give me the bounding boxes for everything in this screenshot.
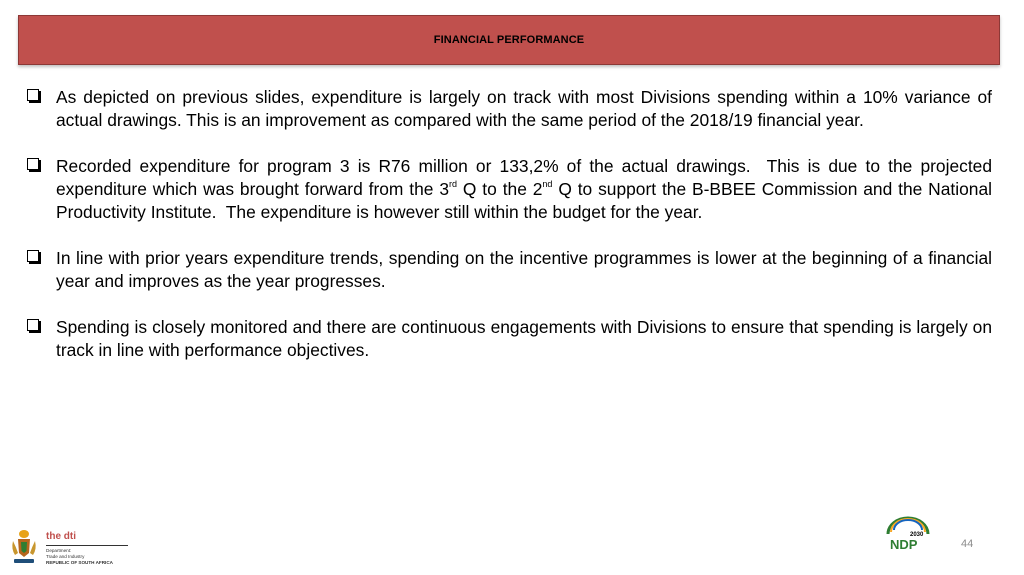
bullet-text-part: Q to the 2 bbox=[457, 179, 543, 199]
dti-logo bbox=[8, 527, 128, 569]
checkbox-bullet-icon bbox=[27, 89, 39, 101]
page-number: 44 bbox=[961, 538, 974, 550]
coat-of-arms-icon bbox=[8, 527, 40, 567]
slide-title: FINANCIAL PERFORMANCE bbox=[433, 34, 585, 46]
bullet-text: In line with prior years expenditure trends, spending on the incentive programmes is lower at the beginning of a financial year and improves as the year progresses. bbox=[56, 248, 992, 291]
dti-divider bbox=[46, 545, 128, 546]
checkbox-bullet-icon bbox=[27, 319, 39, 331]
ndp-year-label: 2030 bbox=[910, 532, 924, 538]
bullet-text bbox=[56, 155, 992, 224]
bullet-text: As depicted on previous slides, expenditure is largely on track with most Divisions spending within a 10% variance of actual drawings. This is an improvement as compared with the same period of the 2018/19 financial year. bbox=[56, 87, 992, 130]
bullet-text-part: Recorded expenditure for program 3 is R76 million or 133,2% of the actual drawings. This is due to the projected expenditure which was brought forward from the 3 bbox=[56, 156, 992, 199]
checkbox-bullet-icon bbox=[27, 250, 39, 262]
bullet-item bbox=[26, 247, 992, 293]
checkbox-bullet-icon bbox=[27, 158, 39, 170]
dti-department-name: Trade and Industry bbox=[46, 554, 85, 559]
bullet-text: Spending is closely monitored and there are continuous engagements with Divisions to ensure that spending is largely on track in line with performance objectives. bbox=[56, 317, 992, 360]
title-bar bbox=[18, 15, 1000, 65]
bullet-text-part: Q to support the B-BBEE Commission and the National Productivity Institute. The expenditure is however still within the budget for the year. bbox=[56, 179, 992, 222]
ordinal-suffix: nd bbox=[542, 179, 553, 190]
dti-brand-text: the dti bbox=[46, 531, 76, 542]
ndp-wordmark: NDP bbox=[890, 537, 918, 552]
ndp-2030-logo bbox=[886, 516, 930, 552]
ordinal-suffix: rd bbox=[449, 179, 458, 190]
dti-department-label: Department: bbox=[46, 548, 72, 553]
bullet-item bbox=[26, 316, 992, 362]
bullet-list bbox=[26, 86, 992, 362]
bullet-item bbox=[26, 155, 992, 224]
bullet-item bbox=[26, 86, 992, 132]
dti-country: REPUBLIC OF SOUTH AFRICA bbox=[46, 560, 113, 565]
